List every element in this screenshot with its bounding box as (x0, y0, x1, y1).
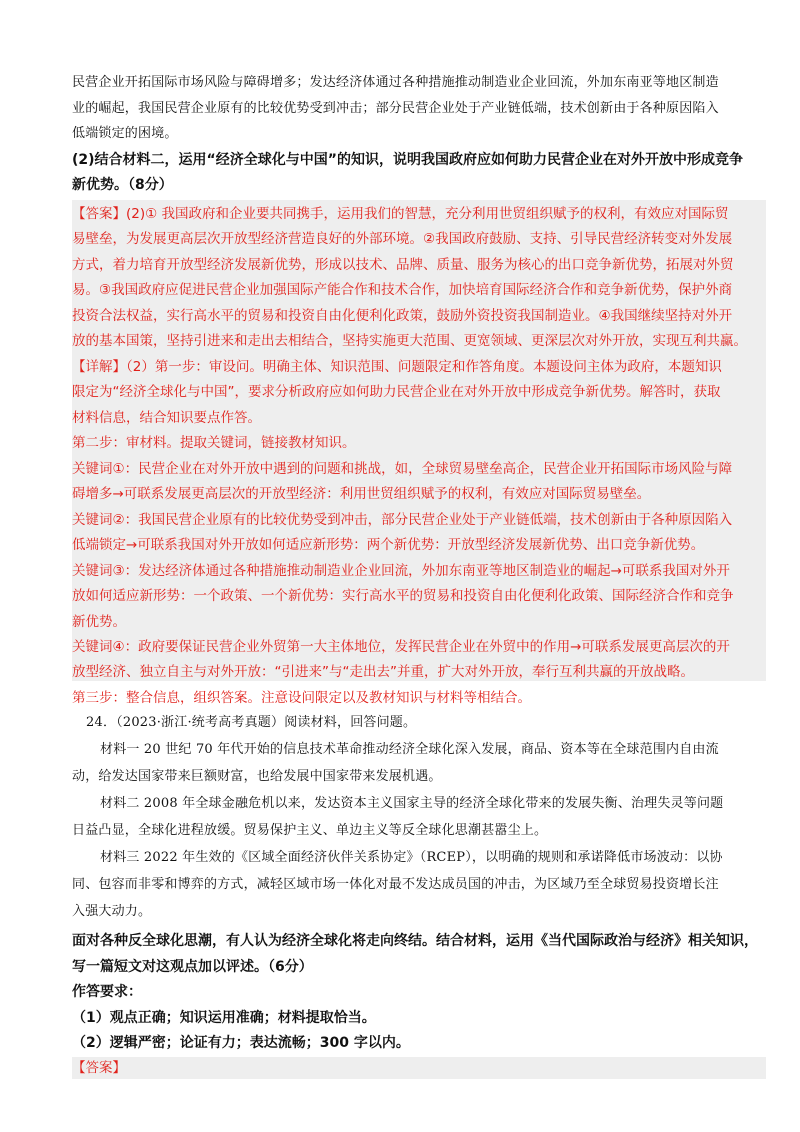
detail-line: 关键词④：政府要保证民营企业外贸第一大主体地位，发挥民营企业在外贸中的作用→可联系发展更高层次的开 (72, 639, 730, 655)
question-2-line: (2)结合材料二，运用“经济全球化与中国”的知识，说明我国政府应如何助力民营企业在对外开放中形成竞争 (72, 152, 743, 168)
requirements-title: 作答要求： (72, 984, 142, 1000)
question-24-header: 24．（2023·浙江·统考高考真题）阅读材料，回答问题。 (86, 715, 417, 730)
detail-line: 限定为“经济全球化与中国”，要求分析政府应如何助力民营企业在对外开放中形成竞争新优势。解答时，获取 (72, 384, 721, 400)
material-line: 材料三 2022 年生效的《区域全面经济伙伴关系协定》（RCEP），以明确的规则和承诺降低市场波动：以协 (100, 850, 723, 865)
detail-line: 第二步：审材料。提取关键词，链接教材知识。 (72, 435, 356, 451)
material-line: 入强大动力。 (72, 904, 152, 919)
detail-line: 低端锁定→可联系我国对外开放如何适应新形势：两个新优势：开放型经济发展新优势、出口竞争新优势。 (72, 537, 705, 553)
answer-line: 投资合法权益，实行高水平的贸易和投资自由化便利化政策，鼓励外资投资我国制造业。④我国继续坚持对外开 (72, 308, 733, 324)
detail-line: 第三步：整合信息，组织答案。注意设问限定以及教材知识与材料等相结合。 (72, 690, 531, 706)
answer-label: 【答案】 (72, 1060, 126, 1076)
answer-line: 放的基本国策，坚持引进来和走出去相结合，坚持实施更大范围、更宽领域、更深层次对外开放，实现互利共赢。 (72, 333, 747, 349)
answer-line: 【答案】(2)① 我国政府和企业要共同携手，运用我们的智慧，充分利用世贸组织赋予的权利，有效应对国际贸 (72, 206, 729, 222)
detail-line: 关键词①：民营企业在对外开放中遇到的问题和挑战，如，全球贸易壁垒高企，民营企业开拓国际市场风险与障 (72, 461, 733, 477)
material-line: 同、包容而非零和博弈的方式，减轻区域市场一体化对最不发达成员国的冲击，为区域乃至全球贸易投资增长注 (72, 877, 719, 892)
answer-line: 方式，着力培育开放型经济发展新优势，形成以技术、品牌、质量、服务为核心的出口竞争新优势，拓展对外贸 (72, 257, 734, 273)
question-24-prompt: 面对各种反全球化思潮，有人认为经济全球化将走向终结。结合材料，运用《当代国际政治与经济》相关知识， (72, 933, 758, 949)
question-24-prompt: 写一篇短文对这观点加以评述。（6分） (72, 959, 313, 975)
intro-line: 低端锁定的困境。 (72, 126, 178, 141)
detail-line: 关键词③：发达经济体通过各种措施推动制造业企业回流，外加东南亚等地区制造业的崛起→可联系我国对外开 (72, 563, 730, 579)
requirement-item: （1）观点正确；知识运用准确；材料提取恰当。 (72, 1010, 376, 1026)
detail-line: 材料信息，结合知识要点作答。 (72, 410, 261, 426)
requirement-item: （2）逻辑严密；论证有力；表达流畅；300 字以内。 (72, 1035, 410, 1051)
question-2-line: 新优势。（8分） (72, 177, 173, 193)
material-line: 日益凸显，全球化进程放缓。贸易保护主义、单边主义等反全球化思潮甚嚣尘上。 (72, 823, 548, 838)
detail-line: 关键词②：我国民营企业原有的比较优势受到冲击，部分民营企业处于产业链低端，技术创新由于各种原因陷入 (72, 512, 733, 528)
material-line: 材料一 20 世纪 70 年代开始的信息技术革命推动经济全球化深入发展，商品、资本等在全球范围内自由流 (100, 742, 719, 757)
detail-line: 新优势。 (72, 614, 126, 630)
detail-line: 碍增多→可联系发展更高层次的开放型经济：利用世贸组织赋予的权利，有效应对国际贸易壁垒。 (72, 486, 651, 502)
detail-line: 【详解】（2）第一步：审设问。明确主体、知识范围、问题限定和作答角度。本题设问主体为政府，本题知识 (72, 359, 722, 375)
material-line: 动，给发达国家带来巨额财富，也给发展中国家带来发展机遇。 (72, 769, 442, 784)
intro-line: 业的崛起，我国民营企业原有的比较优势受到冲击；部分民营企业处于产业链低端，技术创新由于各种原因陷入 (72, 101, 719, 116)
answer-line: 易壁垒，为发展更高层次开放型经济营造良好的外部环境。②我国政府鼓励、支持、引导民营经济转变对外发展 (72, 231, 733, 247)
answer-line: 易。③我国政府应促进民营企业加强国际产能合作和技术合作，加快培育国际经济合作和竞争新优势，保护外商 (72, 282, 733, 298)
detail-line: 放如何适应新形势：一个政策、一个新优势：实行高水平的贸易和投资自由化便利化政策、国际经济合作和竞争 (72, 588, 734, 604)
intro-line: 民营企业开拓国际市场风险与障碍增多；发达经济体通过各种措施推动制造业企业回流，外加东南亚等地区制造 (72, 75, 719, 90)
material-line: 材料二 2008 年全球金融危机以来，发达资本主义国家主导的经济全球化带来的发展失衡、治理失灵等问题 (100, 796, 724, 811)
detail-line: 放型经济、独立自主与对外开放：“引进来”与“走出去”并重，扩大对外开放，奉行互利共赢的开放战略。 (72, 664, 694, 680)
